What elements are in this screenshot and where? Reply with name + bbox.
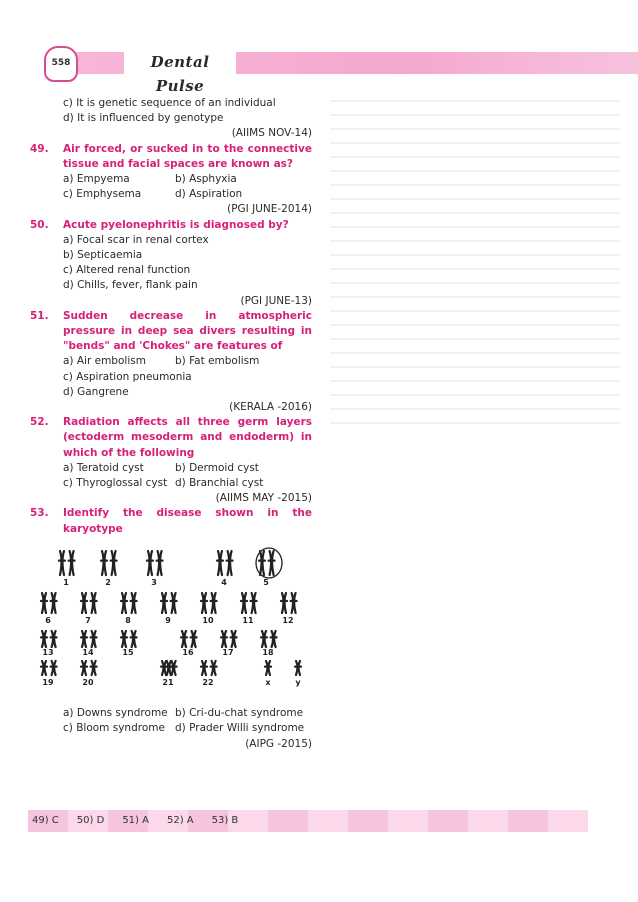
- chromosome-pair-1: [59, 551, 75, 587]
- q53-text: Identify the disease shown in the karyotype: [63, 507, 312, 535]
- q49-options-row1: [30, 172, 312, 187]
- answer-key-bar: [0, 810, 638, 834]
- chromosome-label: 7: [85, 615, 91, 625]
- q52-question: [30, 415, 312, 461]
- q51-option-a: a) Air embolism: [63, 355, 146, 368]
- chromosome-label: 12: [282, 615, 294, 625]
- chromosome-pair-13: [41, 631, 57, 657]
- chromosome-pair-15: [121, 631, 137, 657]
- chromosome-pair-20: [81, 661, 97, 687]
- q51-option-b: b) Fat embolism: [175, 355, 260, 368]
- answer-key-item: 51) A: [122, 815, 149, 826]
- chromosome-label: 20: [82, 677, 94, 687]
- chromosome-label: y: [295, 677, 301, 687]
- q50-option-c: c) Altered renal function: [63, 264, 191, 277]
- chromosome-label: 21: [162, 677, 174, 687]
- chromosome-label: 2: [105, 577, 111, 587]
- chromosome-pair-9: [161, 593, 177, 625]
- q49-option-d: d) Aspiration: [175, 188, 243, 201]
- q49-text: Air forced, or sucked in to the connective tissue and facial spaces are known as?: [63, 142, 312, 170]
- q53-option-c: c) Bloom syndrome: [63, 722, 165, 735]
- chromosome-pair-3: [147, 551, 163, 587]
- q52-option-a: a) Teratoid cyst: [63, 461, 144, 474]
- answer-key-item: 49) C: [32, 815, 59, 826]
- chromosome-pair-2: [101, 551, 117, 587]
- q49-option-a: a) Empyema: [63, 173, 130, 186]
- q50-option-d: d) Chills, fever, flank pain: [63, 279, 198, 292]
- q53-option-b: b) Cri-du-chat syndrome: [175, 707, 304, 720]
- q51-source: (KERALA -2016): [229, 401, 312, 414]
- chromosome-pair-x: [265, 661, 271, 687]
- q53-option-a: a) Downs syndrome: [63, 707, 168, 720]
- chromosome-pair-21: [161, 661, 177, 687]
- chromosome-label: 11: [242, 615, 254, 625]
- q51-number: 51.: [30, 309, 49, 322]
- chromosome-label: 9: [165, 615, 171, 625]
- q50-option-b: b) Septicaemia: [63, 249, 143, 262]
- q52-number: 52.: [30, 416, 49, 429]
- q50-question: [30, 218, 312, 233]
- chromosome-label: 14: [82, 647, 94, 657]
- chromosome-label: 13: [42, 647, 54, 657]
- chromosome-label: 3: [151, 577, 157, 587]
- chromosome-pair-18: [261, 631, 277, 657]
- chromosome-label: x: [265, 677, 271, 687]
- q53-source: (AIPG -2015): [245, 737, 312, 750]
- chromosome-label: 18: [262, 647, 274, 657]
- q51-option-d: d) Gangrene: [63, 385, 129, 398]
- chromosome-pair-11: [241, 593, 257, 625]
- q52-option-b: b) Dermoid cyst: [175, 461, 259, 474]
- q49-source: (PGI JUNE-2014): [227, 203, 312, 216]
- q50-source: (PGI JUNE-13): [240, 294, 312, 307]
- answer-key-item: 52) A: [166, 815, 194, 826]
- chromosome-label: 6: [45, 615, 51, 625]
- q53-options-row1: [30, 706, 312, 721]
- q50-number: 50.: [30, 218, 49, 231]
- q52-options-row1: [30, 461, 312, 476]
- chromosome-pair-8: [121, 593, 137, 625]
- chromosome-label: 15: [122, 647, 134, 657]
- karyotype-figure: [30, 543, 312, 695]
- chromosome-label: 19: [42, 677, 54, 687]
- q52-source: (AIIMS MAY -2015): [215, 492, 312, 505]
- chromosome-label: 1: [63, 577, 69, 587]
- q48-source: (AIIMS NOV-14): [231, 127, 312, 140]
- q48-option-c: c) It is genetic sequence of an individual: [63, 97, 276, 109]
- chromosome-pair-5: [256, 548, 282, 587]
- chromosome-pair-10: [201, 593, 217, 625]
- tooth-icon: [44, 46, 78, 82]
- chromosome-pair-16: [181, 631, 197, 657]
- chromosome-pair-12: [281, 593, 297, 625]
- chromosome-label: 5: [263, 577, 269, 587]
- book-title: Dental Pulse: [124, 50, 236, 74]
- chromosome-pair-6: [41, 593, 57, 625]
- bleed-through: [330, 100, 620, 780]
- q48-option-d: d) It is influenced by genotype: [63, 112, 224, 125]
- q53-option-d: d) Prader Willi syndrome: [175, 722, 305, 735]
- q52-option-d: d) Branchial cyst: [175, 477, 264, 490]
- page-number: 558: [51, 58, 71, 68]
- q49-question: [30, 142, 312, 172]
- answer-key-item: 53) B: [211, 815, 239, 826]
- chromosome-pair-y: [295, 661, 301, 687]
- q53-options-row2: [30, 721, 312, 736]
- q51-text: Sudden decrease in atmospheric pressure in deep sea divers resulting in "bends" and 'Chokes" are features of: [63, 309, 312, 353]
- q51-options-row1: [30, 354, 312, 369]
- chromosome-label: 16: [182, 647, 194, 657]
- chromosome-label: 17: [222, 647, 234, 657]
- q52-text: Radiation affects all three germ layers (ectoderm mesoderm and endoderm) in which of the following: [63, 416, 312, 459]
- chromosome-pair-22: [201, 661, 217, 687]
- chromosome-label: 10: [202, 615, 214, 625]
- page-header: [0, 46, 638, 95]
- chromosome-label: 4: [221, 577, 227, 587]
- q49-options-row2: [30, 187, 312, 202]
- chromosome-label: 8: [125, 615, 131, 625]
- question-column: [30, 96, 312, 752]
- q49-number: 49.: [30, 142, 49, 155]
- q52-options-row2: [30, 476, 312, 491]
- q53-question: [30, 506, 312, 536]
- q50-option-a: a) Focal scar in renal cortex: [63, 233, 209, 246]
- chromosome-pair-14: [81, 631, 97, 657]
- chromosome-pair-19: [41, 661, 57, 687]
- q52-option-c: c) Thyroglossal cyst: [63, 477, 168, 490]
- q50-text: Acute pyelonephritis is diagnosed by?: [63, 218, 289, 231]
- q53-number: 53.: [30, 507, 49, 520]
- chromosome-pair-7: [81, 593, 97, 625]
- chromosome-pair-4: [217, 551, 233, 587]
- q49-option-c: c) Emphysema: [63, 188, 142, 201]
- chromosome-pair-17: [221, 631, 237, 657]
- q51-question: [30, 309, 312, 355]
- answer-key-items: [32, 810, 256, 832]
- answer-key-item: 50) D: [76, 815, 105, 826]
- chromosome-label: 22: [202, 677, 214, 687]
- q51-option-c: c) Aspiration pneumonia: [63, 370, 192, 383]
- q49-option-b: b) Asphyxia: [175, 173, 237, 186]
